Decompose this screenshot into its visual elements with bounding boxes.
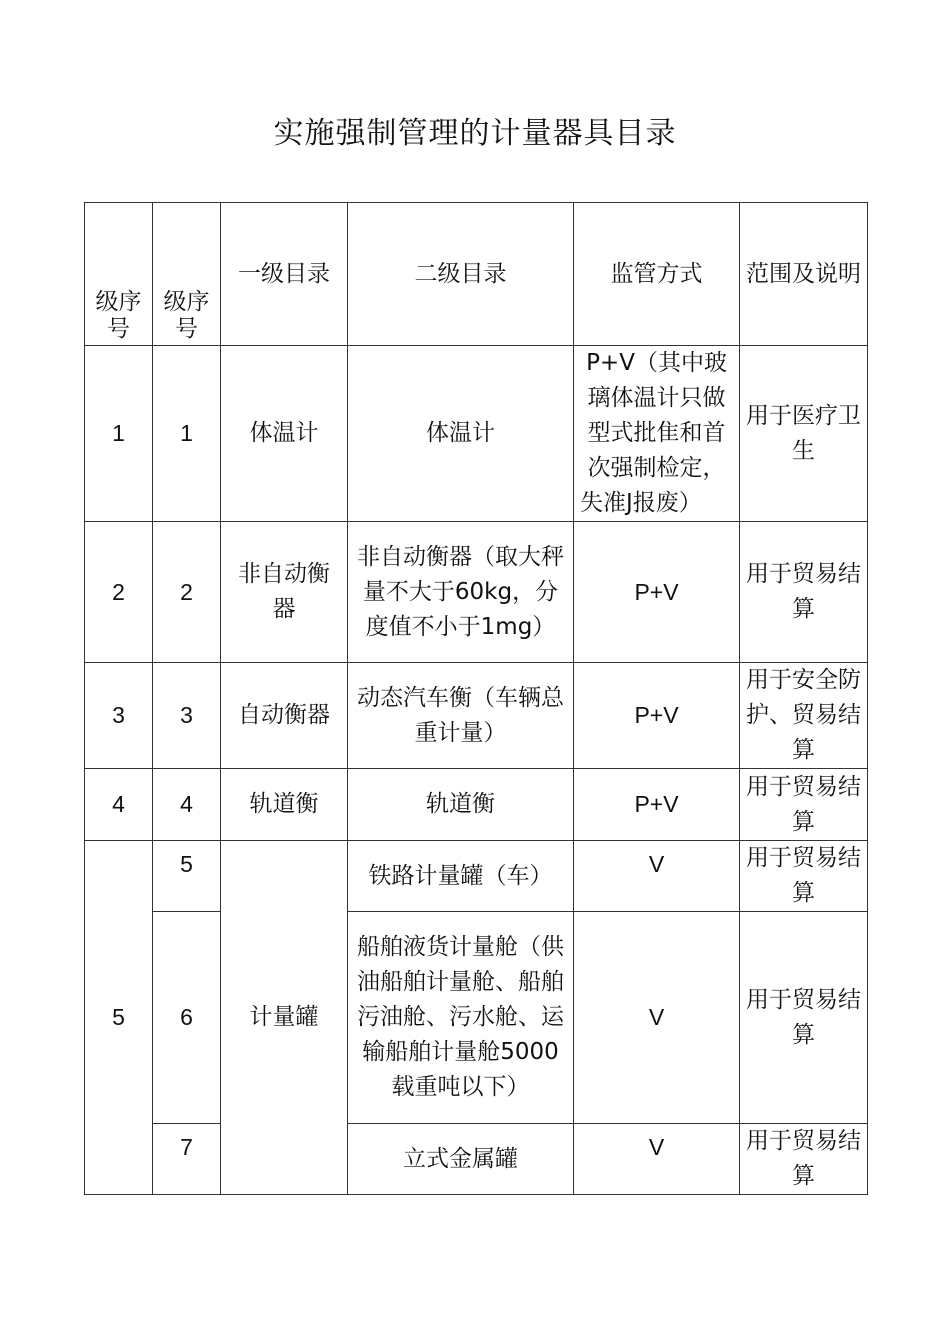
table-row: [85, 912, 868, 1124]
category-1-cell: 体温计: [221, 346, 348, 522]
supervision-cell: P+V: [574, 663, 740, 769]
scope-cell: 用于安全防护、贸易结算: [740, 663, 868, 769]
level-no-2-cell: 1: [153, 346, 221, 522]
category-2-cell: 轨道衡: [348, 769, 574, 841]
page-title: 实施强制管理的计量器具目录: [273, 116, 677, 151]
level-no-2-cell: 5: [153, 841, 221, 912]
table-row: [85, 663, 868, 769]
level-no-1-cell: 4: [85, 769, 153, 841]
header-level-no-1: 级序号: [85, 203, 153, 346]
supervision-cell: V: [574, 1124, 740, 1195]
level-no-1-cell: 2: [85, 522, 153, 663]
category-1-cell: 轨道衡: [221, 769, 348, 841]
scope-cell: 用于贸易结算: [740, 769, 868, 841]
scope-cell: 用于医疗卫生: [740, 346, 868, 522]
scope-cell: 用于贸易结算: [740, 1124, 868, 1195]
header-scope: 范围及说明: [740, 203, 868, 346]
category-2-cell: 动态汽车衡（车辆总重计量）: [348, 663, 574, 769]
category-1-cell: 非自动衡器: [221, 522, 348, 663]
scope-cell: 用于贸易结算: [740, 522, 868, 663]
level-no-1-cell: 1: [85, 346, 153, 522]
supervision-cell: P+V（其中玻璃体温计只做型式批隹和首次强制检定，失准J报废）: [574, 346, 740, 522]
level-no-2-cell: 7: [153, 1124, 221, 1195]
level-no-2-cell: 2: [153, 522, 221, 663]
level-no-2-cell: 3: [153, 663, 221, 769]
table-row: [85, 1124, 868, 1195]
table-row: [85, 769, 868, 841]
header-category-1: 一级目录: [221, 203, 348, 346]
table-row: [85, 522, 868, 663]
category-2-cell: 非自动衡器（取大秤量不大于60kg，分度值不小于1mg）: [348, 522, 574, 663]
scope-cell: 用于贸易结算: [740, 841, 868, 912]
category-1-cell: 计量罐: [221, 841, 348, 1195]
table-header-row: [85, 203, 868, 346]
table-row: [85, 841, 868, 912]
level-no-1-cell: 5: [85, 841, 153, 1195]
supervision-cell: P+V: [574, 522, 740, 663]
table-row: [85, 346, 868, 522]
header-supervision: 监管方式: [574, 203, 740, 346]
category-2-cell: 体温计: [348, 346, 574, 522]
supervision-cell: V: [574, 841, 740, 912]
level-no-2-cell: 6: [153, 912, 221, 1124]
category-2-cell: 铁路计量罐（车）: [348, 841, 574, 912]
category-2-cell: 船舶液货计量舱（供油船舶计量舱、船舶污油舱、污水舱、运输船舶计量舱5000载重吨以下）: [348, 912, 574, 1124]
level-no-2-cell: 4: [153, 769, 221, 841]
scope-cell: 用于贸易结算: [740, 912, 868, 1124]
category-1-cell: 自动衡器: [221, 663, 348, 769]
supervision-cell: P+V: [574, 769, 740, 841]
supervision-cell: V: [574, 912, 740, 1124]
catalog-table: [84, 202, 868, 1195]
header-category-2: 二级目录: [348, 203, 574, 346]
level-no-1-cell: 3: [85, 663, 153, 769]
header-level-no-2: 级序号: [153, 203, 221, 346]
category-2-cell: 立式金属罐: [348, 1124, 574, 1195]
